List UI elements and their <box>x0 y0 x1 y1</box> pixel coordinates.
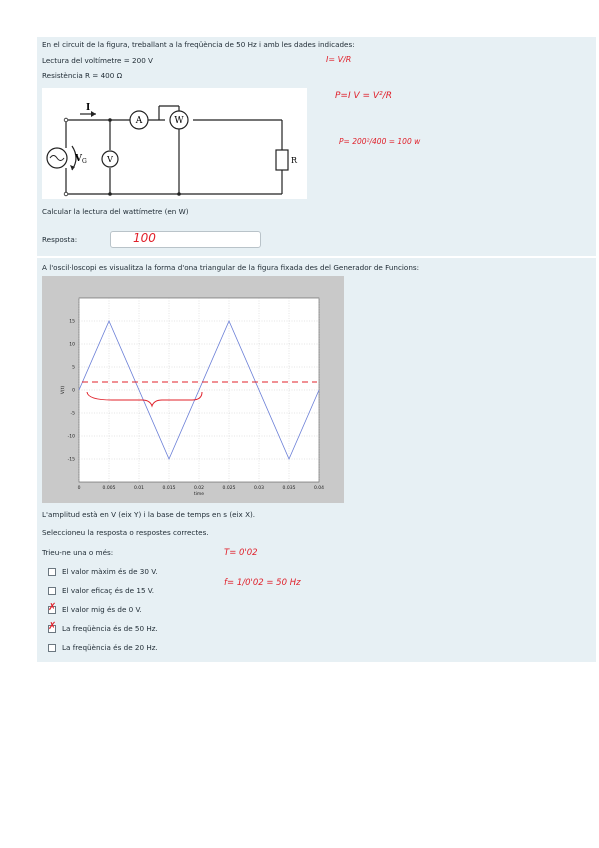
handwritten-formula-power: P=I V = V²/R <box>335 91 392 101</box>
x-tick-label: 0.035 <box>282 486 296 491</box>
y-tick-label: 5 <box>72 365 75 371</box>
y-axis-label: V(t) <box>61 385 66 395</box>
oscilloscope-plot <box>42 276 344 503</box>
option-label: El valor màxim és de 30 V. <box>62 567 158 576</box>
option-handwritten-mark: ✗ <box>48 602 57 613</box>
answer-input[interactable] <box>110 231 261 248</box>
handwritten-formula-current: I= V/R <box>326 55 352 64</box>
x-tick-label: 0.04 <box>313 486 325 491</box>
option-label: La freqüència és de 50 Hz. <box>62 624 158 633</box>
x-tick-label: 0 <box>77 486 81 491</box>
waveform-chart <box>42 276 344 503</box>
current-label: I <box>86 103 91 113</box>
voltmeter-reading: Lectura del voltímetre = 200 V <box>42 56 153 65</box>
x-tick-label: 0.01 <box>133 486 145 491</box>
x-tick-label: 0.02 <box>193 486 205 491</box>
resistor-label: R <box>291 156 298 165</box>
x-tick-label: 0.025 <box>222 486 236 491</box>
y-tick-label: -15 <box>67 457 75 463</box>
handwritten-power-result: P= 200²/400 = 100 w <box>339 137 421 146</box>
circuit-figure <box>42 88 307 199</box>
circuit-diagram <box>42 88 307 199</box>
choose-prompt: Trieu-ne una o més: <box>42 548 114 557</box>
y-tick-label: 15 <box>69 319 75 325</box>
resistance-value: Resistència R = 400 Ω <box>42 71 123 80</box>
x-tick-label: 0.015 <box>162 486 176 491</box>
source-label: V <box>75 154 82 164</box>
option-checkbox[interactable] <box>48 568 56 576</box>
answer-label: Resposta: <box>42 235 78 244</box>
option-checkbox[interactable] <box>48 587 56 595</box>
option-label: El valor mig és de 0 V. <box>62 605 142 614</box>
y-tick-label: -10 <box>67 434 75 440</box>
y-tick-label: -5 <box>70 411 75 417</box>
x-tick-label: 0.03 <box>253 486 265 491</box>
question-2-panel <box>37 258 596 662</box>
question-2-intro: A l'oscil·loscopi es visualitza la forma d'ona triangular de la figura fixada des del Generador de Funcions: <box>42 263 420 272</box>
handwritten-period: T= 0'02 <box>224 548 258 558</box>
y-tick-labels <box>68 319 75 463</box>
voltmeter-label: V <box>107 155 113 164</box>
question-1-panel <box>37 37 596 256</box>
option-checkbox[interactable] <box>48 644 56 652</box>
y-tick-label: 0 <box>72 388 75 394</box>
question-1-intro: En el circuit de la figura, treballant a la freqüència de 50 Hz i amb les dades indicades: <box>42 40 355 49</box>
x-tick-labels <box>78 485 325 491</box>
option-label: El valor eficaç és de 15 V. <box>62 586 155 595</box>
x-tick-label: 0.005 <box>102 486 116 491</box>
ammeter-label: A <box>135 116 143 126</box>
source-subscript: G <box>82 158 87 165</box>
option-handwritten-mark: ✗ <box>48 621 57 632</box>
units-note: L'amplitud està en V (eix Y) i la base de temps en s (eix X). <box>42 510 256 519</box>
question-1-prompt: Calcular la lectura del wattímetre (en W) <box>42 207 189 216</box>
wattmeter-label: W <box>174 116 184 126</box>
option-label: La freqüència és de 20 Hz. <box>62 643 158 652</box>
handwritten-frequency: f= 1/0'02 = 50 Hz <box>224 578 301 588</box>
instruction: Seleccioneu la resposta o respostes correctes. <box>42 528 209 537</box>
answer-value: 100 <box>133 231 156 245</box>
x-axis-label: time <box>193 492 205 497</box>
y-tick-label: 10 <box>69 342 75 348</box>
